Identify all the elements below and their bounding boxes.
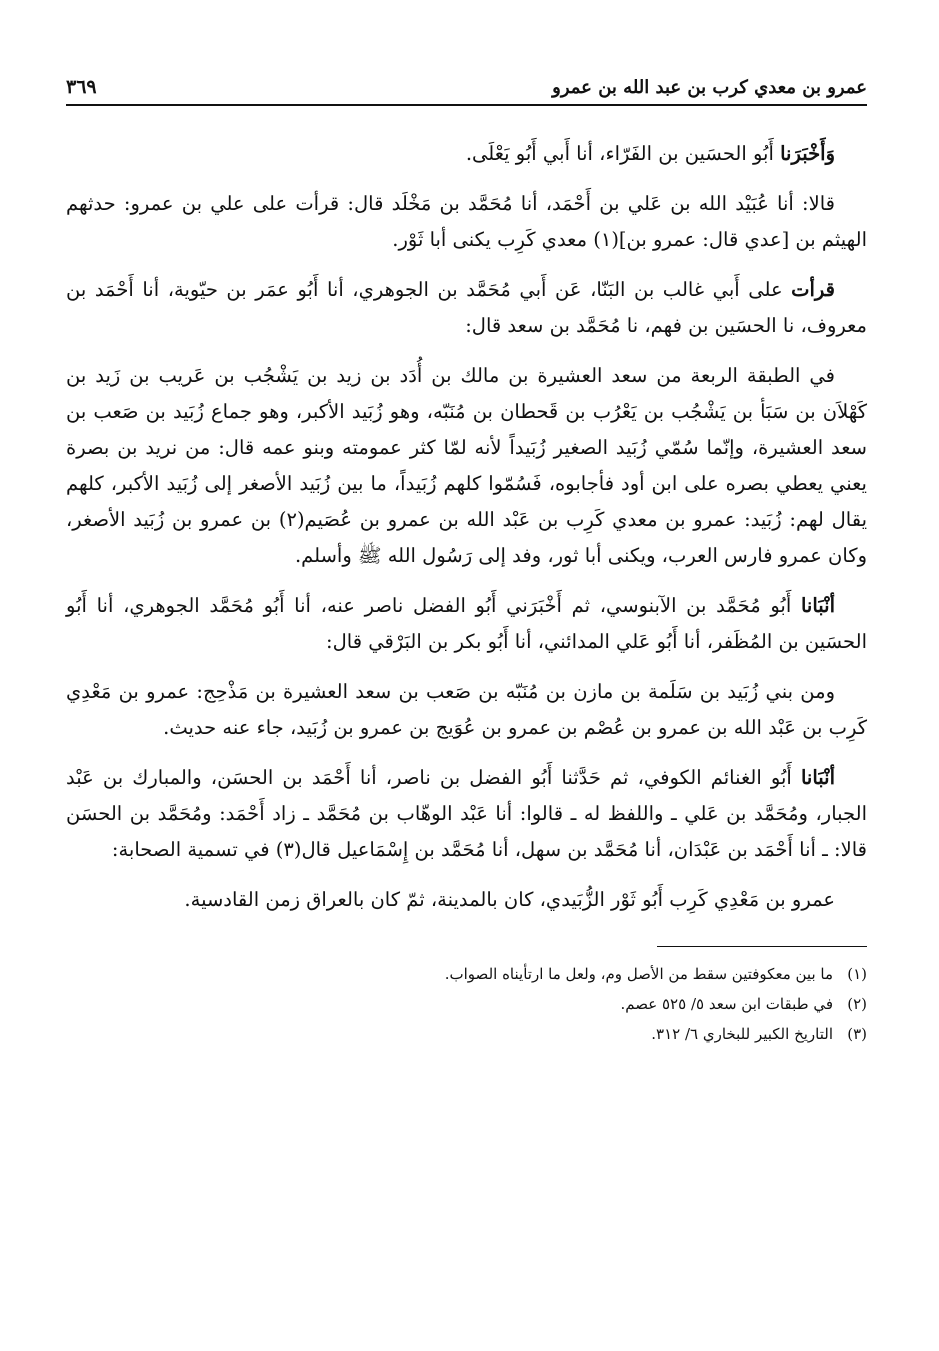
footnote (66, 989, 867, 1019)
paragraph (66, 186, 867, 258)
page-body (66, 136, 867, 918)
footnote-divider (657, 946, 867, 947)
footnote-text: التاريخ الكبير للبخاري ٦/ ٣١٢. (651, 1025, 833, 1043)
paragraph-text: أَبُو الغنائم الكوفي، ثم حَدَّثنا أَبُو الفضل بن ناصر، أنا أَحْمَد بن الحسَن، والمبارك بن عَبْد الجبار، ومُحَمَّد بن عَلي ـ واللفظ له ـ قالوا: أنا عَبْد الوهّاب بن مُحَمَّد ـ زاد أَحْمَد: ومُحَمَّد بن الحسَن قالا: ـ أنا أَحْمَد بن عَبْدَان، أنا مُحَمَّد بن سهل، أنا مُحَمَّد بن إِسْمَاعيل قال(٣) في تسمية الصحابة: (66, 766, 867, 861)
footnotes (66, 959, 867, 1049)
running-title: عمرو بن معدي كرب بن عبد الله بن عمرو (552, 77, 867, 98)
paragraph-text: ومن بني زُبَيد بن سَلَمة بن مازن بن مُنَبّه بن صَعب بن سعد العشيرة بن مَذْحِج: عمرو بن مَعْدِي كَرِب بن عَبْد الله بن عمرو بن عُصْم بن عمرو بن عُوَيج بن عمرو بن زُبَيد، جاء عنه حديث. (66, 680, 867, 739)
paragraph (66, 136, 867, 172)
paragraph (66, 674, 867, 746)
footnote (66, 959, 867, 989)
paragraph-text: أَبُو الحسَين بن الفَرّاء، أنا أَبي أَبُو يَعْلَى. (465, 142, 781, 165)
footnote-text: ما بين معكوفتين سقط من الأصل وم، ولعل ما ارتأيناه الصواب. (444, 965, 833, 983)
paragraph-lead: أنْبَانا (800, 594, 835, 617)
paragraph-lead: أنْبَانا (800, 766, 835, 789)
paragraph-text: أَبُو مُحَمَّد بن الآبنوسي، ثم أَخْبَرَني أَبُو الفضل ناصر عنه، أنا أَبُو مُحَمَّد الجوهري، أنا أَبُو الحسَين بن المُظَفر، أنا أَبُو عَلي المدائني، أنا أَبُو بكر بن البَرْقي قال: (66, 594, 867, 653)
paragraph (66, 882, 867, 918)
paragraph (66, 358, 867, 574)
footnote-text: في طبقات ابن سعد ٥/ ٥٢٥ عصم. (620, 995, 833, 1013)
footnote-number: (٢) (847, 995, 867, 1013)
paragraph-text: على أَبي غالب بن البَنّا، عَن أَبي مُحَمَّد بن الجوهري، أنا أَبُو عمَر بن حيّوية، أنا أَحْمَد بن معروف، نا الحسَين بن فهم، نا مُحَمَّد بن سعد قال: (66, 278, 867, 337)
paragraph (66, 272, 867, 344)
page-header (66, 76, 867, 106)
paragraph-text: قالا: أنا عُبَيْد الله بن عَلي بن أَحْمَد، أنا مُحَمَّد بن مَخْلَد قال: قرأت على علي بن عمرو: حدثهم الهيثم بن [عدي قال: عمرو بن](١) معدي كَرِب يكنى أبا ثَوْر. (66, 192, 867, 251)
paragraph-lead: وَأَخْبَرَنا (780, 142, 835, 165)
paragraph (66, 588, 867, 660)
paragraph-lead: قرأت (791, 278, 835, 301)
paragraph-text: عمرو بن مَعْدِي كَرِب أَبُو ثَوْر الزُّبَيدي، كان بالمدينة، ثمّ كان بالعراق زمن القادسية. (184, 888, 835, 911)
paragraph (66, 760, 867, 868)
page-number: ٣٦٩ (66, 76, 97, 98)
footnote-number: (٣) (847, 1025, 867, 1043)
paragraph-text: في الطبقة الربعة من سعد العشيرة بن مالك بن أُدَد بن زيد بن يَشْجُب بن عَريب بن زَيد بن كَهْلاَن بن سَبَأ بن يَشْجُب بن يَعْرُب بن قَحطان بن مُنَبّه، وهو زُبَيد الأكبر، وهو جماع زُبَيد بن صَعب بن سعد العشيرة، وإنّما سُمّي زُبَيد الصغير زُبَيداً لأنه لمّا كثر عمومته وبنو عمه قال: من نريد بن بصرة يعني يعطي بصره على ابن أود فأجابوه، فَسُمّوا كلهم زُبَيداً، ما بين زُبَيد الأصغر إلى زُبَيد الأكبر، كلهم يقال لهم: زُبَيد: عمرو بن معدي كَرِب بن عَبْد الله بن عمرو بن عُصَيم(٢) بن عمرو بن زُبَيد الأصغر، وكان عمرو فارس العرب، ويكنى أبا ثور، وفد إلى رَسُول الله ﷺ وأسلم. (66, 364, 867, 567)
footnote-number: (١) (847, 965, 867, 983)
footnote (66, 1019, 867, 1049)
